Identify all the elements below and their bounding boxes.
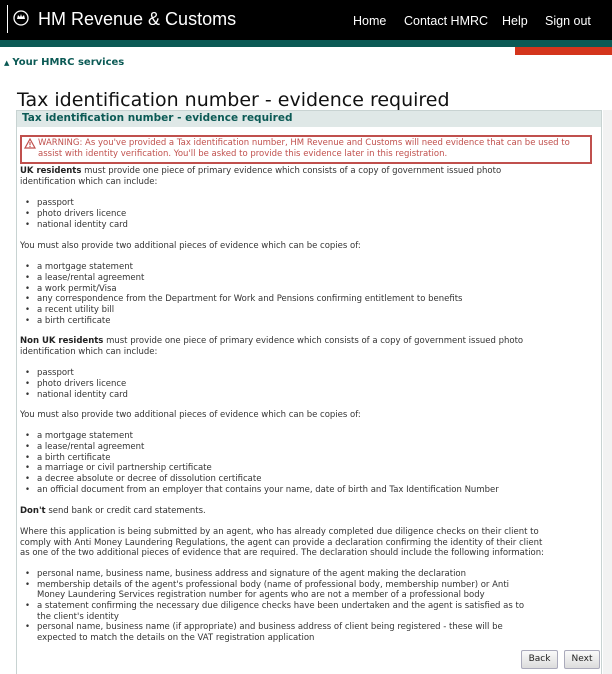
uk-intro-line-1: UK residents must provide one piece of primary evidence which consists of a copy of government issued photo	[20, 166, 502, 176]
uk-additional-item: • a recent utility bill	[37, 305, 114, 316]
dont-send-note: Don't send bank or credit card statements.	[20, 506, 206, 516]
agent-item-continuation: the client's identity	[37, 612, 119, 622]
nonuk-additional-intro: You must also provide two additional pieces of evidence which can be copies of:	[20, 410, 361, 420]
uk-additional-item: • a work permit/Visa	[37, 284, 117, 295]
triangle-up-icon: ▲	[4, 59, 10, 67]
uk-additional-item: • a lease/rental agreement	[37, 273, 144, 284]
uk-primary-item: • photo drivers licence	[37, 209, 126, 220]
agent-item: • personal name, business name (if appropriate) and business address of client being registered - these will be	[37, 622, 503, 633]
nonuk-additional-item: • an official document from an employer that contains your name, date of birth and Tax Identification Number	[37, 485, 499, 496]
uk-additional-intro: You must also provide two additional pieces of evidence which can be copies of:	[20, 241, 361, 251]
agent-paragraph-line: Where this application is being submitted by an agent, who has already completed due diligence checks on their client to	[20, 527, 539, 537]
agent-paragraph-line: as one of the two additional pieces of evidence that are required. The declaration should include the following information:	[20, 548, 545, 558]
nonuk-primary-item: • national identity card	[37, 390, 128, 401]
page-title: Tax identification number - evidence required	[17, 89, 450, 111]
nav-home-link[interactable]: Home	[353, 14, 387, 28]
agent-item: • membership details of the agent's professional body (name of professional body, membership number) or Anti	[37, 580, 509, 591]
uk-additional-item: • a mortgage statement	[37, 262, 133, 273]
uk-additional-item: • any correspondence from the Department for Work and Pensions confirming entitlement to benefits	[37, 294, 463, 305]
nonuk-residents-heading: Non UK residents	[20, 336, 104, 346]
agent-paragraph-line: comply with Anti Money Laundering Regulations, the agent can provide a declaration confirming the identity of their client	[20, 538, 543, 548]
panel-title: Tax identification number - evidence required	[22, 112, 293, 124]
top-bar	[0, 0, 612, 40]
header-stripe	[0, 40, 612, 47]
agent-item: • a statement confirming the necessary due diligence checks have been undertaken and the agent is satisfied as to	[37, 601, 524, 612]
uk-primary-item: • national identity card	[37, 220, 128, 231]
back-button[interactable]: Back	[521, 650, 558, 669]
nonuk-additional-item: • a birth certificate	[37, 453, 110, 464]
nonuk-intro-line-2: identification which can include:	[20, 347, 158, 357]
nonuk-additional-item: • a lease/rental agreement	[37, 442, 144, 453]
warning-triangle-icon	[24, 138, 36, 149]
brand-logo-text[interactable]: HM Revenue & Customs	[38, 9, 237, 29]
agent-item-continuation: Money Laundering Services registration number for agents who are not a member of a professional body	[37, 590, 485, 600]
nonuk-additional-item: • a marriage or civil partnership certificate	[37, 463, 212, 474]
uk-primary-item: • passport	[37, 198, 74, 209]
panel-header	[17, 111, 601, 127]
next-button[interactable]: Next	[564, 650, 600, 669]
crown-crest-icon	[7, 5, 32, 33]
scrollbar[interactable]	[603, 110, 612, 674]
nonuk-primary-item: • photo drivers licence	[37, 379, 126, 390]
agent-item-continuation: expected to match the details on the VAT registration application	[37, 633, 315, 643]
uk-residents-heading: UK residents	[20, 166, 82, 176]
nonuk-intro-line-1: Non UK residents must provide one piece of primary evidence which consists of a copy of government issued photo	[20, 336, 524, 346]
your-services-link[interactable]: ▲ Your HMRC services	[4, 57, 125, 68]
header-accent	[515, 47, 612, 55]
nav-signout-link[interactable]: Sign out	[545, 14, 591, 28]
uk-intro-line-2: identification which can include:	[20, 177, 158, 187]
nav-contact-link[interactable]: Contact HMRC	[404, 14, 489, 28]
warning-text: WARNING: As you've provided a Tax identification number, HM Revenue and Customs will need evidence that can be used to assist with identity verification. You'll be asked to provide this evidence later in this registration.	[38, 138, 570, 159]
nav-help-link[interactable]: Help	[502, 14, 528, 28]
agent-item: • personal name, business name, business address and signature of the agent making the declaration	[37, 569, 466, 580]
nonuk-additional-item: • a decree absolute or decree of dissolution certificate	[37, 474, 261, 485]
nonuk-primary-item: • passport	[37, 368, 74, 379]
warning-box	[20, 135, 592, 164]
nonuk-additional-item: • a mortgage statement	[37, 431, 133, 442]
uk-additional-item: • a birth certificate	[37, 316, 110, 327]
